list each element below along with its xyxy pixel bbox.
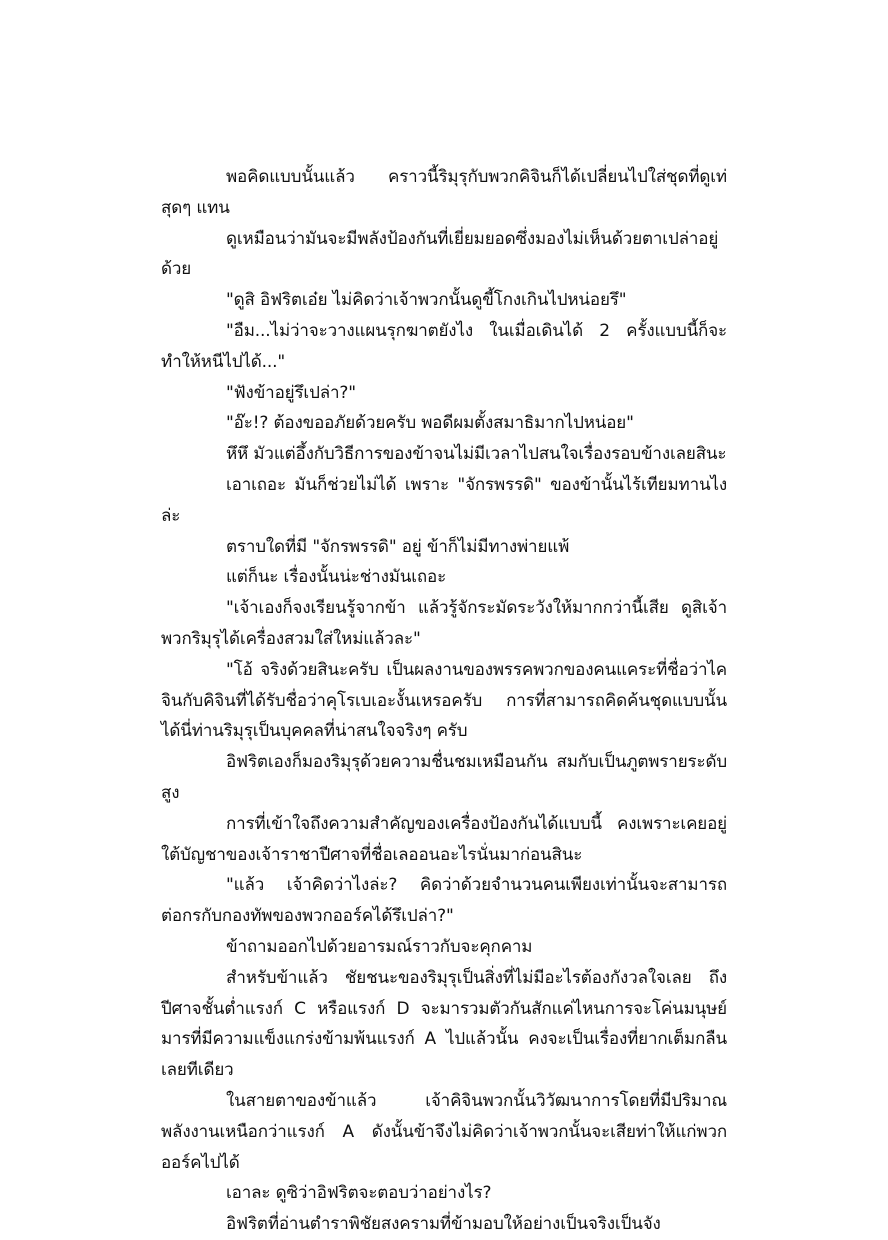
paragraph-17: สำหรับข้าแล้ว ชัยชนะของริมุรุเป็นสิ่งที่ไม่มีอะไรต้องกังวลใจเลย ถึงปีศาจชั้นต่ำแรงก์ C หรือแรงก์ D จะมารวมตัวกันสักแค่ไหนการจะโค่นมนุษย์มารที่มีความแข็งแกร่งข้ามพ้นแรงก์ A ไปแล้วนั้น คงจะเป็นเรื่องที่ยากเต็มกลืนเลยทีเดียว	[161, 967, 727, 1081]
paragraph-11: "เจ้าเองก็จงเรียนรู้จากข้า แล้วรู้จักระมัดระวังให้มากกว่านี้เสีย ดูสิเจ้าพวกริมุรุได้เครื่องสวมใส่ใหม่แล้วละ"	[161, 598, 727, 649]
paragraph-20: อิฟริตที่อ่านตำราพิชัยสงครามที่ข้ามอบให้อย่างเป็นจริงเป็นจัง	[226, 1214, 661, 1235]
paragraph-10: แต่ก็นะ เรื่องนั้นน่ะช่างมันเถอะ	[226, 567, 447, 588]
paragraph-4: "อืม...ไม่ว่าจะวางแผนรุกฆาตยังไง ในเมื่อเดินได้ 2 ครั้งแบบนี้ก็จะทำให้หนีไปได้..."	[161, 320, 727, 372]
paragraph-12: "โอ้ จริงด้วยสินะครับ เป็นผลงานของพรรคพวกของคนแคระที่ชื่อว่าไคจินกับคิจินที่ได้รับชื่อว่าคุโรเบเอะงั้นเหรอครับ การที่สามารถคิดค้นชุดแบบนั้นได้นี่ท่านริมุรุเป็นบุคคลที่น่าสนใจจริงๆ ครับ	[161, 659, 727, 742]
paragraph-14: การที่เข้าใจถึงความสำคัญของเครื่องป้องกันได้แบบนี้ คงเพราะเคยอยู่ใต้บัญชาของเจ้าราชาปีศาจที่ชื่อเลออนอะไรนั่นมาก่อนสินะ	[161, 813, 727, 865]
paragraph-16: ข้าถามออกไปด้วยอารมณ์ราวกับจะคุกคาม	[226, 936, 533, 957]
paragraph-1: พอคิดแบบนั้นแล้ว คราวนี้ริมุรุกับพวกคิจินก็ได้เปลี่ยนไปใส่ชุดที่ดูเท่สุดๆ แทน	[161, 167, 727, 218]
paragraph-7: หึหึ มัวแต่อึ้งกับวิธีการของข้าจนไม่มีเวลาไปสนใจเรื่องรอบข้างเลยสินะ	[226, 444, 727, 465]
paragraph-3: "ดูสิ อิฟริตเอ๋ย ไม่คิดว่าเจ้าพวกนั้นดูขี้โกงเกินไปหน่อยรึ"	[226, 290, 627, 311]
paragraph-8: เอาเถอะ มันก็ช่วยไม่ได้ เพราะ "จักรพรรดิ" ของข้านั้นไร้เทียมทานไงล่ะ	[161, 474, 727, 526]
paragraph-9: ตราบใดที่มี "จักรพรรดิ" อยู่ ข้าก็ไม่มีทางพ่ายแพ้	[226, 536, 570, 557]
paragraph-18: ในสายตาของข้าแล้ว เจ้าคิจินพวกนั้นวิวัฒนาการโดยที่มีปริมาณพลังงานเหนือกว่าแรงก์ A ดังนั้นข้าจึงไม่คิดว่าเจ้าพวกนั้นจะเสียท่าให้แก่พวกออร์คไปได้	[161, 1090, 727, 1173]
paragraph-15: "แล้ว เจ้าคิดว่าไงล่ะ? คิดว่าด้วยจำนวนคนเพียงเท่านั้นจะสามารถต่อกรกับกองทัพของพวกออร์คได้รึเปล่า?"	[161, 875, 727, 927]
paragraph-2: ดูเหมือนว่ามันจะมีพลังป้องกันที่เยี่ยมยอดซึ่งมองไม่เห็นด้วยตาเปล่าอยู่ด้วย	[161, 228, 719, 280]
body-text	[161, 162, 727, 1240]
paragraph-6: "อ๊ะ!? ต้องขออภัยด้วยครับ พอดีผมตั้งสมาธิมากไปหน่อย"	[226, 413, 634, 434]
paragraph-13: อิฟริตเองก็มองริมุรุด้วยความชื่นชมเหมือนกัน สมกับเป็นภูตพรายระดับสูง	[161, 752, 727, 803]
paragraph-19: เอาละ ดูซิว่าอิฟริตจะตอบว่าอย่างไร?	[226, 1183, 492, 1204]
paragraph-5: "ฟังข้าอยู่รึเปล่า?"	[226, 382, 356, 403]
